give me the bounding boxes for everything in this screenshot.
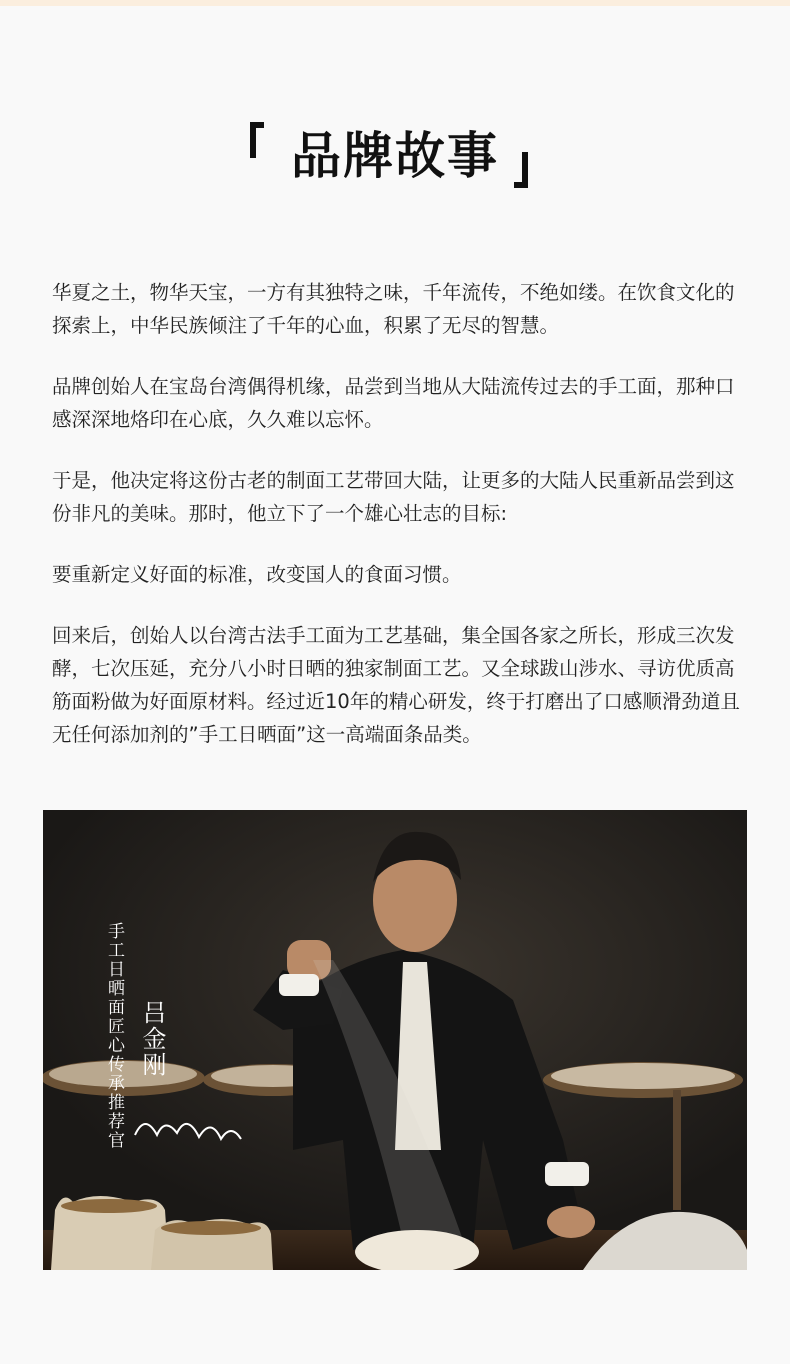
story-paragraph: 品牌创始人在宝岛台湾偶得机缘，品尝到当地从大陆流传过去的手工面，那种口感深深地烙印在心底，久久难以忘怀。 — [52, 375, 735, 431]
chef-name: 吕金刚 — [138, 1000, 166, 1078]
story-paragraph: 华夏之土，物华天宝，一方有其独特之味，千年流传，不绝如缕。在饮食文化的探索上，中华民族倾注了千年的心血，积累了无尽的智慧。 — [52, 281, 735, 337]
top-accent-strip — [0, 0, 790, 6]
chef-title-caption: 手工日晒面匠心传承推荐官 — [104, 922, 124, 1150]
page-title: 品牌故事 — [291, 127, 499, 185]
corner-bracket-right-icon — [514, 152, 528, 188]
brand-story — [52, 276, 742, 779]
section-heading — [0, 108, 790, 198]
corner-bracket-left-icon — [250, 122, 264, 158]
story-paragraph: 于是，他决定将这份古老的制面工艺带回大陆，让更多的大陆人民重新品尝到这份非凡的美味。那时，他立下了一个雄心壮志的目标: — [52, 469, 735, 525]
chef-photo — [43, 810, 747, 1270]
story-paragraph: 回来后，创始人以台湾古法手工面为工艺基础，集全国各家之所长，形成三次发酵，七次压延，充分八小时日晒的独家制面工艺。又全球跋山涉水、寻访优质高筋面粉做为好面原材料。经过近10年的精心研发，终于打磨出了口感顺滑劲道且无任何添加剂的”手工日晒面”这一高端面条品类。 — [52, 624, 740, 746]
story-paragraph: 要重新定义好面的标准，改变国人的食面习惯。 — [52, 563, 462, 586]
